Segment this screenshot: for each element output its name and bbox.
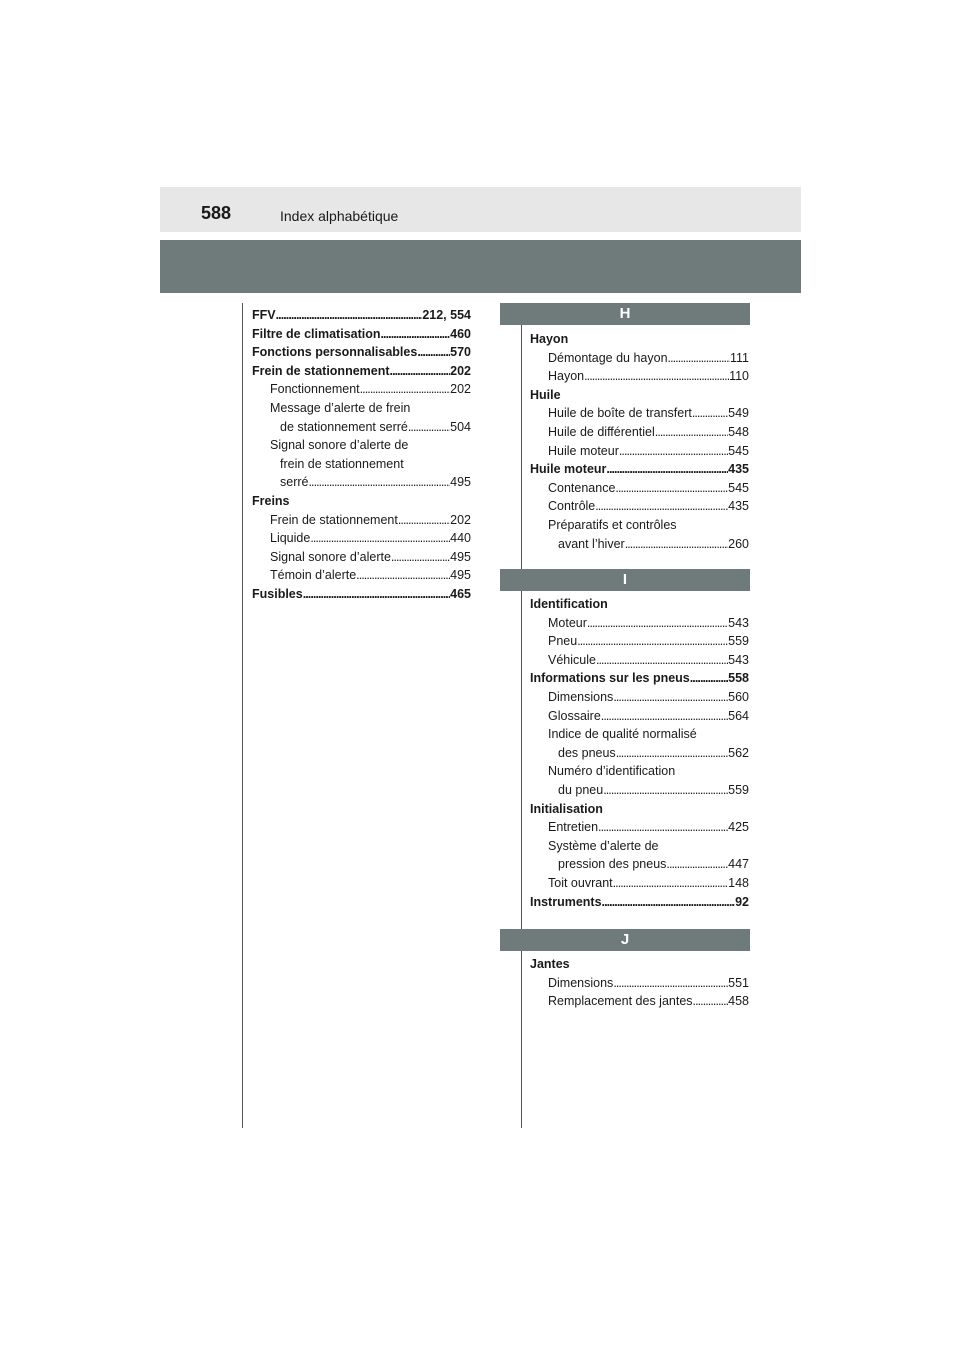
header-bar: [160, 187, 801, 232]
index-subentry-label: Préparatifs et contrôles: [548, 517, 677, 532]
index-subentry[interactable]: Témoin d’alerte . . . 495: [252, 566, 471, 585]
index-heading: Jantes: [530, 957, 570, 971]
index-subentry[interactable]: Dimensions . . . 551: [530, 974, 749, 993]
index-entry[interactable]: Frein de stationnement . . . 202: [252, 362, 471, 381]
index-subentry[interactable]: Contenance . . . 545: [530, 479, 749, 498]
index-subentry-label: Système d’alerte de: [548, 838, 659, 853]
index-entry[interactable]: FFV . . . 212, 554: [252, 306, 471, 325]
section-title: Index alphabétique: [280, 208, 399, 224]
index-section-i: [530, 595, 749, 911]
index-subentry[interactable]: Démontage du hayon . . . 111: [530, 349, 749, 368]
index-subentry-label: frein de stationnement: [280, 456, 404, 471]
index-entry[interactable]: Filtre de climatisation . . . 460: [252, 325, 471, 344]
index-entry[interactable]: Huile moteur . . . 435: [530, 460, 749, 479]
section-letter-h: H: [500, 303, 750, 325]
index-entry[interactable]: Fonctions personnalisables . . . 570: [252, 343, 471, 362]
index-subentry[interactable]: Moteur . . . 543: [530, 614, 749, 633]
index-subentry[interactable]: Glossaire . . . 564: [530, 707, 749, 726]
index-subentry-label: Numéro d’identification: [548, 764, 676, 779]
index-subentry[interactable]: pression des pneus . . . 447: [530, 855, 749, 874]
index-subentry[interactable]: serré . . . 495: [252, 473, 471, 492]
column-divider-left: [242, 303, 243, 1128]
page-number: 588: [201, 203, 232, 223]
section-letter-i: I: [500, 569, 750, 591]
index-subentry[interactable]: Remplacement des jantes . . . 458: [530, 992, 749, 1011]
index-subentry[interactable]: Dimensions . . . 560: [530, 688, 749, 707]
index-subentry[interactable]: Huile moteur . . . 545: [530, 442, 749, 461]
index-subentry-label: Indice de qualité normalisé: [548, 727, 697, 742]
index-subentry[interactable]: de stationnement serré . . . 504: [252, 418, 471, 437]
index-column-left: [252, 306, 471, 604]
index-entry[interactable]: Instruments . . . 92: [530, 893, 749, 912]
index-subentry[interactable]: Toit ouvrant . . . 148: [530, 874, 749, 893]
index-subentry[interactable]: Véhicule . . . 543: [530, 651, 749, 670]
header-band: [160, 240, 801, 293]
section-letter-j: J: [500, 929, 750, 951]
index-subentry[interactable]: Pneu . . . 559: [530, 632, 749, 651]
index-subentry[interactable]: Entretien . . . 425: [530, 818, 749, 837]
index-heading: Hayon: [530, 332, 569, 346]
index-subentry[interactable]: des pneus . . . 562: [530, 744, 749, 763]
index-section-h: [530, 330, 749, 553]
index-subentry[interactable]: Contrôle . . . 435: [530, 497, 749, 516]
index-subentry[interactable]: Signal sonore d’alerte . . . 495: [252, 548, 471, 567]
index-subentry[interactable]: avant l’hiver . . . 260: [530, 535, 749, 554]
index-heading: Identification: [530, 597, 608, 611]
index-entry[interactable]: Informations sur les pneus . . . 558: [530, 669, 749, 688]
index-section-j: [530, 955, 749, 1011]
index-subentry[interactable]: du pneu . . . 559: [530, 781, 749, 800]
column-divider-right: [521, 303, 522, 1128]
index-entry[interactable]: Fusibles . . . 465: [252, 585, 471, 604]
index-heading: Freins: [252, 493, 290, 508]
index-subentry-label: Signal sonore d’alerte de: [270, 438, 409, 453]
index-subentry[interactable]: Liquide . . . 440: [252, 529, 471, 548]
index-subentry[interactable]: Fonctionnement . . . 202: [252, 380, 471, 399]
index-subentry[interactable]: Frein de stationnement . . . 202: [252, 511, 471, 530]
index-heading: Huile: [530, 387, 561, 402]
index-subentry-label: Message d’alerte de frein: [270, 400, 411, 415]
index-subentry[interactable]: Huile de boîte de transfert . . . 549: [530, 404, 749, 423]
index-heading: Initialisation: [530, 801, 603, 816]
index-subentry[interactable]: Huile de différentiel . . . 548: [530, 423, 749, 442]
index-subentry[interactable]: Hayon . . . 110: [530, 367, 749, 386]
